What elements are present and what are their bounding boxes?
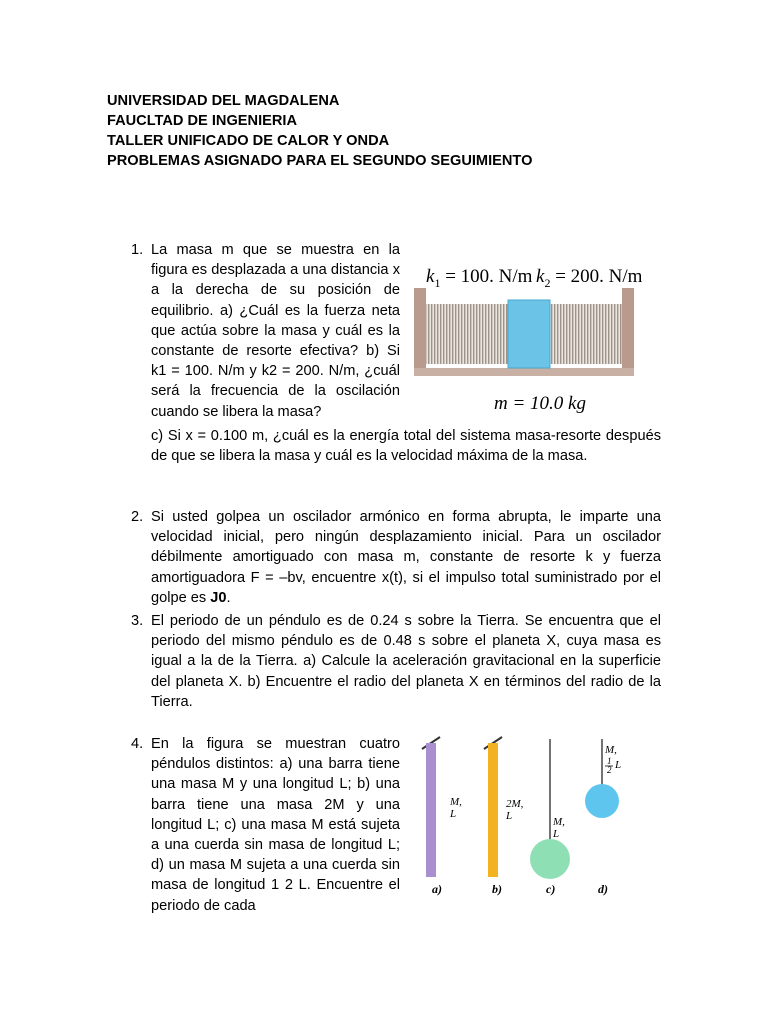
problem-1-text-b: c) Si x = 0.100 m, ¿cuál es la energía total del sistema masa-resorte después de que se libera la masa y cuál es la velocidad máxima de la masa. xyxy=(151,428,661,465)
caption-c: c) xyxy=(546,882,556,896)
mass-label: m = 10.0 kg xyxy=(494,393,586,414)
course-title: TALLER UNIFICADO DE CALOR Y ONDA xyxy=(107,133,390,149)
problem-1-text-a: La masa m que se muestra en la figura es desplazada a una distancia x a la derecha de su posición de equilibrio. a) ¿Cuál es la fuerza neta que actúa sobre la masa y cuál es la constante de resorte efectiva? b) Si k1 = 100. N/m y k2 = 200. N/m, ¿cuál será la frecuencia de la oscilación cuando se libera la masa? xyxy=(151,242,400,420)
spring-k2 xyxy=(550,304,622,364)
left-wall xyxy=(414,288,426,372)
right-wall xyxy=(622,288,634,372)
assignment-title: PROBLEMAS ASIGNADO PARA EL SEGUNDO SEGUIMIENTO xyxy=(107,153,533,169)
base-floor xyxy=(414,368,634,376)
ball-c xyxy=(530,839,570,879)
problem-2-number: 2. xyxy=(131,509,144,525)
spring-k1 xyxy=(426,304,508,364)
mass-block xyxy=(508,300,550,368)
spring-mass-figure xyxy=(410,248,642,420)
problem-4-number: 4. xyxy=(131,736,144,752)
faculty-name: FAUCLTAD DE INGENIERIA xyxy=(107,113,297,129)
ball-d xyxy=(585,784,619,818)
caption-d: d) xyxy=(598,882,608,896)
impulse-symbol: J0 xyxy=(210,589,227,606)
caption-a: a) xyxy=(432,882,442,896)
label-a: M, L xyxy=(450,796,462,820)
rod-b xyxy=(488,743,498,877)
k1-label: $k_1 = 100$. N/m xyxy=(426,266,533,290)
caption-b: b) xyxy=(492,882,502,896)
pendulums-figure xyxy=(420,735,630,905)
k2-label: $k_2 = 200$. N/m xyxy=(536,266,642,290)
university-name: UNIVERSIDAD DEL MAGDALENA xyxy=(107,93,340,109)
problem-3-text: El periodo de un péndulo es de 0.24 s sobre la Tierra. Se encuentra que el periodo del mismo péndulo es de 0.48 s sobre el planeta X, cuya masa es igual a la de la Tierra. a) Calcule la aceleración gravitacional en la superficie del planeta X. b) Encuentre el radio del planeta X en términos del radio de la Tierra. xyxy=(151,613,661,710)
problem-4-text: En la figura se muestran cuatro péndulos distintos: a) una barra tiene una masa M y una longitud L; b) una barra tiene una masa 2M y una longitud L; c) una masa M está sujeta a una cuerda sin masa de longitud L; d) un masa M sujeta a una cuerda sin masa de longitud 1 2 L. Encuentre el periodo de cada xyxy=(151,736,400,914)
label-c: M, L xyxy=(553,816,565,840)
problem-3-number: 3. xyxy=(131,613,144,629)
document-header xyxy=(107,91,532,171)
label-b: 2M, L xyxy=(506,798,524,822)
problem-2-text: Si usted golpea un oscilador armónico en forma abrupta, le imparte una velocidad inicial, pero ningún desplazamiento inicial. Para un oscilador débilmente amortiguado con masa m, constante de resorte k y fuerza amortiguadora F = –bv, encuentre x(t), si el impulso total suministrado por el golpe es J0. xyxy=(151,509,661,606)
rod-a xyxy=(426,743,436,877)
label-d: M, 1 2 L xyxy=(605,744,622,775)
problem-1-number: 1. xyxy=(131,242,144,258)
